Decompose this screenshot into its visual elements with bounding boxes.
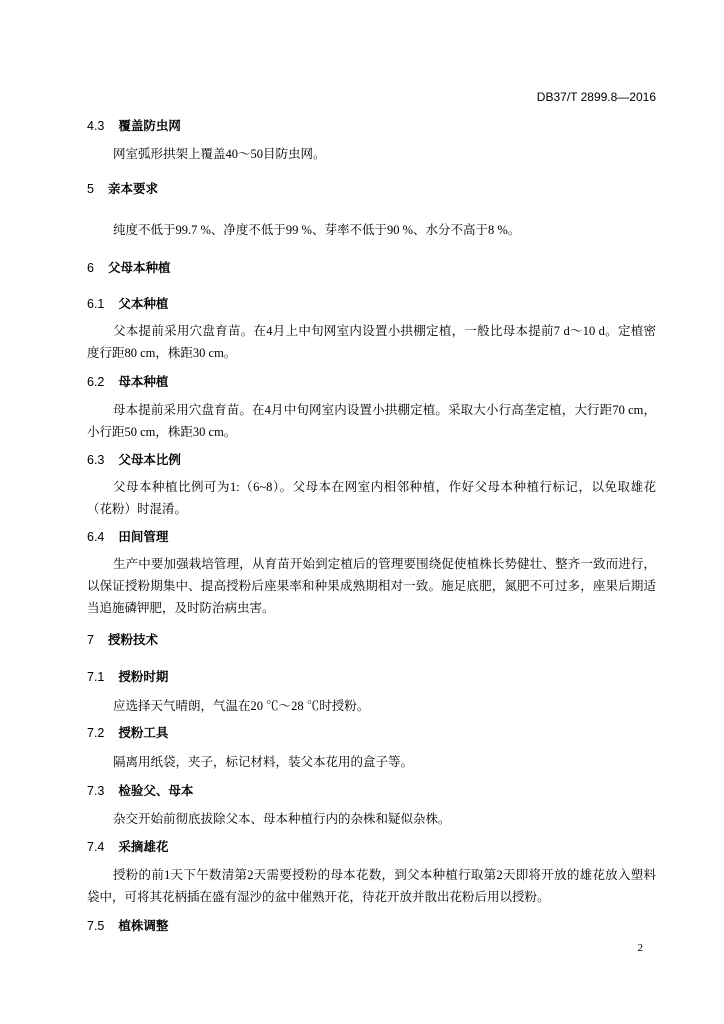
heading-6-4	[87, 526, 168, 548]
section-number: 7	[87, 633, 94, 647]
paragraph-line: 父母本种植比例可为1:（6~8）。父母本在网室内相邻种植，作好父母本种植行标记，以免取雄花	[113, 480, 656, 494]
paragraph-6-4	[87, 553, 656, 619]
section-title: 采摘雄花	[118, 840, 169, 854]
section-title: 授粉时期	[118, 670, 169, 684]
section-number: 6.4	[87, 530, 105, 544]
paragraph-line: 应选择天气晴朗，气温在20 ℃～28 ℃时授粉。	[113, 699, 370, 713]
paragraph-line: 生产中要加强栽培管理，从育苗开始到定植后的管理要围绕促使植株长势健壮、整齐一致而进行，	[113, 557, 656, 571]
heading-5	[87, 178, 158, 200]
section-title: 田间管理	[118, 530, 169, 544]
section-title: 父本种植	[118, 297, 169, 311]
paragraph-line: 纯度不低于99.7 %、净度不低于99 %、芽率不低于90 %、水分不高于8 %。	[113, 223, 521, 237]
section-title: 亲本要求	[107, 182, 158, 196]
paragraph-7-2	[87, 751, 656, 773]
section-title: 授粉技术	[107, 633, 158, 647]
section-number: 6.2	[87, 375, 105, 389]
section-number: 7.1	[87, 670, 105, 684]
paragraph-line: 隔离用纸袋，夹子，标记材料，装父本花用的盒子等。	[113, 755, 414, 769]
heading-6-2	[87, 371, 168, 393]
paragraph-7-4	[87, 864, 656, 908]
paragraph-line: 网室弧形拱架上覆盖40～50目防虫网。	[113, 147, 326, 161]
heading-6	[87, 257, 170, 279]
section-number: 7.2	[87, 726, 105, 740]
section-title: 母本种植	[118, 375, 169, 389]
paragraph-line: 袋中，可将其花柄插在盛有湿沙的盆中催熟开花，待花开放并散出花粉后用以授粉。	[87, 890, 550, 904]
paragraph-line: 以保证授粉期集中、提高授粉后座果率和种果成熟期相对一致。施足底肥，氮肥不可过多，座果后期适	[87, 579, 656, 593]
paragraph-line: 授粉的前1天下午数清第2天需要授粉的母本花数，到父本种植行取第2天即将开放的雄花放入塑料	[113, 868, 656, 882]
paragraph-line: 小行距50 cm，株距30 cm。	[87, 425, 237, 439]
section-title: 授粉工具	[118, 726, 169, 740]
section-number: 7.4	[87, 840, 105, 854]
paragraph-6-1	[87, 320, 656, 364]
section-title: 父母本种植	[107, 261, 171, 275]
heading-7-1	[87, 666, 168, 688]
heading-7	[87, 629, 158, 651]
heading-6-3	[87, 449, 181, 471]
section-number: 7.3	[87, 784, 105, 798]
section-title: 检验父、母本	[118, 784, 194, 798]
heading-7-4	[87, 836, 168, 858]
section-number: 6.3	[87, 453, 105, 467]
paragraph-line: 父本提前采用穴盘育苗。在4月上中旬网室内设置小拱棚定植，一般比母本提前7 d～10 d。定植密	[113, 324, 656, 338]
section-number: 7.5	[87, 919, 105, 933]
paragraph-line: 母本提前采用穴盘育苗。在4月中旬网室内设置小拱棚定植。采取大小行高垄定植，大行距70 cm，	[113, 403, 656, 417]
page-number: 2	[637, 942, 643, 954]
paragraph-5	[87, 219, 656, 241]
paragraph-6-3	[87, 476, 656, 520]
paragraph-7-3	[87, 808, 656, 830]
paragraph-4-3	[87, 143, 656, 165]
section-title: 植株调整	[118, 919, 169, 933]
paragraph-line: 当追施磷钾肥，及时防治病虫害。	[87, 601, 275, 615]
section-title: 覆盖防虫网	[118, 119, 181, 133]
heading-7-5	[87, 915, 168, 937]
section-number: 6.1	[87, 297, 105, 311]
heading-7-3	[87, 780, 193, 802]
heading-4-3	[87, 115, 181, 137]
paragraph-7-1	[87, 695, 656, 717]
heading-6-1	[87, 293, 168, 315]
paragraph-line: 杂交开始前彻底拔除父本、母本种植行内的杂株和疑似杂株。	[113, 812, 451, 826]
paragraph-line: 度行距80 cm，株距30 cm。	[87, 346, 237, 360]
heading-7-2	[87, 722, 168, 744]
section-number: 5	[87, 182, 94, 196]
section-title: 父母本比例	[118, 453, 181, 467]
paragraph-6-2	[87, 399, 656, 443]
section-number: 6	[87, 261, 94, 275]
section-number: 4.3	[87, 119, 105, 133]
standard-code: DB37/T 2899.8—2016	[536, 90, 656, 104]
paragraph-line: （花粉）时混淆。	[87, 502, 188, 516]
